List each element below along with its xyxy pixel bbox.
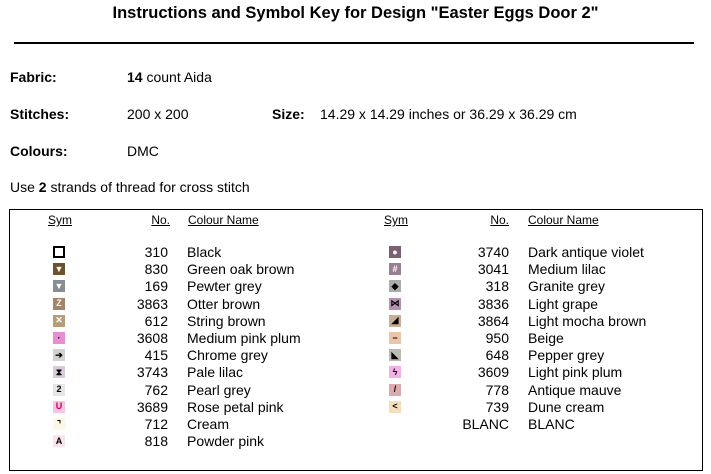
key-row — [10, 244, 700, 261]
arrow-right-icon: ➔ — [53, 349, 65, 361]
strands-note — [10, 179, 250, 195]
circle-icon: ● — [389, 246, 401, 258]
note-suffix: strands of thread for cross stitch — [50, 179, 250, 195]
colour-number: 3743 — [136, 364, 168, 381]
colour-name: Medium lilac — [528, 261, 606, 278]
colour-name: Light mocha brown — [528, 312, 647, 329]
slash-icon: / — [389, 384, 401, 396]
colours-label: Colours: — [10, 143, 68, 159]
right-name-header: Colour Name — [528, 213, 599, 227]
strand-count: 2 — [38, 179, 47, 195]
colour-number: 310 — [144, 244, 168, 260]
triangle-left-icon: ◣ — [389, 349, 401, 361]
colour-number: 818 — [144, 433, 168, 450]
hourglass-icon: ⧗ — [53, 366, 65, 378]
colour-number: 169 — [144, 278, 168, 295]
colours-value: DMC — [127, 143, 159, 159]
colour-number: 712 — [144, 416, 168, 432]
colour-name: Rose petal pink — [187, 398, 284, 415]
colour-number: 318 — [485, 278, 509, 295]
colour-name: Pale lilac — [187, 364, 244, 381]
title-underline — [14, 42, 694, 44]
fabric-value — [127, 69, 212, 85]
left-name-header: Colour Name — [188, 213, 259, 227]
less-than-icon: < — [389, 401, 401, 413]
colour-name: Cream — [187, 416, 230, 432]
colour-name: String brown — [187, 312, 266, 329]
key-row — [10, 330, 700, 347]
key-row — [10, 399, 700, 416]
colour-number: 778 — [485, 381, 509, 398]
colour-number: 612 — [144, 312, 168, 329]
colour-number: BLANC — [462, 416, 509, 432]
colour-number: 950 — [485, 330, 509, 346]
left-sym-header: Sym — [48, 213, 72, 227]
triangle-down-icon: ▼ — [54, 263, 64, 274]
size-value: 14.29 x 14.29 inches or 36.29 x 36.29 cm — [320, 106, 577, 122]
colour-name: Otter brown — [187, 295, 261, 312]
left-no-header: No. — [151, 213, 170, 227]
colour-name: Chrome grey — [187, 347, 268, 364]
colour-name: Antique mauve — [528, 381, 622, 398]
colour-name: Beige — [528, 330, 564, 346]
colour-number: 830 — [144, 261, 168, 278]
stitches-label: Stitches: — [10, 106, 70, 122]
minus-icon: − — [389, 332, 401, 344]
fabric-type: count Aida — [146, 69, 212, 85]
colour-name: Pewter grey — [187, 278, 262, 295]
colour-name: BLANC — [528, 416, 575, 432]
colour-number: 3864 — [477, 312, 509, 329]
colour-name: Granite grey — [528, 278, 606, 295]
colour-number: 3041 — [477, 261, 509, 278]
colour-number: 3740 — [477, 244, 509, 260]
u-icon: U — [53, 401, 65, 413]
key-row — [10, 364, 700, 381]
colour-number: 3609 — [477, 364, 509, 381]
two-icon: 2 — [53, 384, 65, 396]
corner-icon: ⌝ — [53, 418, 65, 430]
a-icon: A — [53, 435, 65, 447]
bowtie-icon: ⋈ — [390, 298, 400, 309]
key-row — [10, 261, 700, 278]
key-row — [10, 313, 700, 330]
symbol-key-table — [9, 209, 703, 471]
colour-name: Dune cream — [528, 398, 605, 415]
key-row — [10, 433, 700, 450]
note-prefix: Use — [10, 179, 35, 195]
key-row — [10, 296, 700, 313]
fabric-count: 14 — [127, 69, 143, 85]
blank-icon — [389, 418, 401, 430]
colour-name: Pepper grey — [528, 347, 605, 364]
colour-name: Light pink plum — [528, 364, 623, 381]
right-no-header: No. — [490, 213, 509, 227]
lightning-icon: ϟ — [389, 366, 401, 378]
colour-name: Green oak brown — [187, 261, 295, 278]
colour-name: Powder pink — [187, 433, 265, 450]
right-sym-header: Sym — [384, 213, 408, 227]
triangle-down-icon: ▼ — [54, 280, 64, 291]
page-title: Instructions and Symbol Key for Design "Easter Eggs Door 2" — [112, 4, 599, 22]
colour-name: Dark antique violet — [528, 244, 644, 260]
colour-number: 3863 — [136, 295, 168, 312]
key-row — [10, 416, 700, 433]
colour-number: 3608 — [136, 330, 168, 346]
colour-name: Pearl grey — [187, 381, 251, 398]
z-icon: Z — [53, 298, 65, 310]
fabric-label: Fabric: — [10, 69, 57, 85]
colour-number: 3836 — [477, 295, 509, 312]
key-row — [10, 278, 700, 295]
colour-name: Light grape — [528, 295, 599, 312]
triangle-corner-icon: ◢ — [389, 315, 401, 327]
colour-number: 648 — [485, 347, 509, 364]
colour-number: 3689 — [136, 398, 168, 415]
cross-icon: ✕ — [53, 315, 65, 327]
colour-name: Medium pink plum — [187, 330, 301, 346]
dot-icon: · — [53, 332, 65, 344]
colour-number: 739 — [485, 398, 509, 415]
hash-icon: # — [389, 263, 401, 275]
key-row — [10, 382, 700, 399]
size-label: Size: — [272, 106, 305, 122]
stitches-value: 200 x 200 — [127, 106, 189, 122]
colour-number: 762 — [144, 381, 168, 398]
colour-number: 415 — [144, 347, 168, 364]
colour-name: Black — [187, 244, 222, 260]
key-row — [10, 347, 700, 364]
diamond-icon: ◆ — [389, 280, 401, 292]
